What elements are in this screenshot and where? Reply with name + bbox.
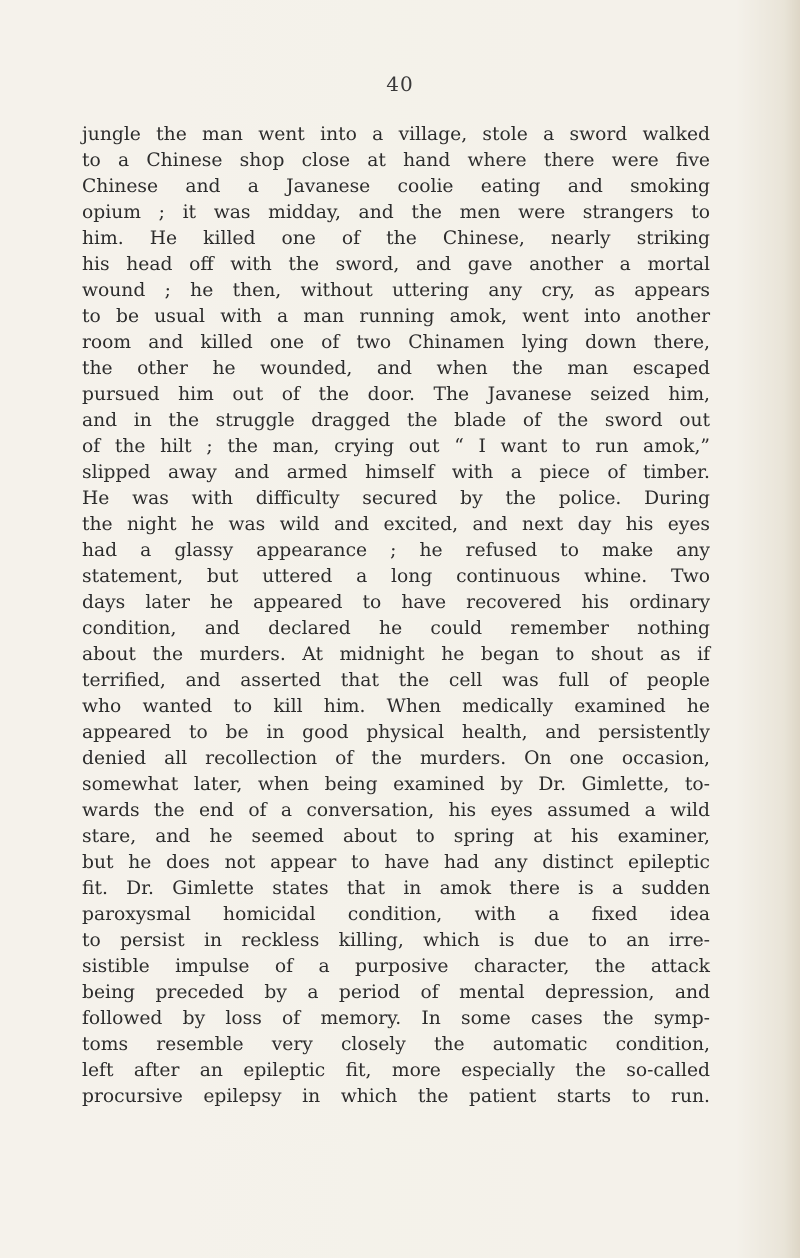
text-line: condition, and declared he could remember nothing xyxy=(82,618,710,639)
text-line: toms resemble very closely the automatic condition, xyxy=(82,1034,710,1055)
text-line: followed by loss of memory. In some cases the symp- xyxy=(82,1008,710,1029)
text-line: terrified, and asserted that the cell was full of people xyxy=(82,670,710,691)
text-line: about the murders. At midnight he began to shout as if xyxy=(82,644,710,665)
text-line: wards the end of a conversation, his eyes assumed a wild xyxy=(82,800,710,821)
text-line: the night he was wild and excited, and next day his eyes xyxy=(82,514,710,535)
text-line: but he does not appear to have had any distinct epileptic xyxy=(82,852,710,873)
text-line: to persist in reckless killing, which is due to an irre- xyxy=(82,930,710,951)
text-line: Chinese and a Javanese coolie eating and smoking xyxy=(82,176,710,197)
text-line: opium ; it was midday, and the men were strangers to xyxy=(82,202,710,223)
text-line: had a glassy appearance ; he refused to make any xyxy=(82,540,710,561)
text-line: the other he wounded, and when the man escaped xyxy=(82,358,710,379)
text-line: being preceded by a period of mental depression, and xyxy=(82,982,710,1003)
text-line: and in the struggle dragged the blade of the sword out xyxy=(82,410,710,431)
text-line: him. He killed one of the Chinese, nearly striking xyxy=(82,228,710,249)
text-line: pursued him out of the door. The Javanese seized him, xyxy=(82,384,710,405)
text-line: of the hilt ; the man, crying out “ I want to run amok,” xyxy=(82,436,710,457)
text-line: slipped away and armed himself with a piece of timber. xyxy=(82,462,710,483)
text-line: who wanted to kill him. When medically examined he xyxy=(82,696,710,717)
text-line: appeared to be in good physical health, and persistently xyxy=(82,722,710,743)
text-line: statement, but uttered a long continuous whine. Two xyxy=(82,566,710,587)
text-line: wound ; he then, without uttering any cry, as appears xyxy=(82,280,710,301)
text-line: stare, and he seemed about to spring at his examiner, xyxy=(82,826,710,847)
text-line: jungle the man went into a village, stole a sword walked xyxy=(82,124,710,145)
text-line: to a Chinese shop close at hand where there were five xyxy=(82,150,710,171)
text-line: his head off with the sword, and gave another a mortal xyxy=(82,254,710,275)
text-line: room and killed one of two Chinamen lying down there, xyxy=(82,332,710,353)
text-line: somewhat later, when being examined by Dr. Gimlette, to- xyxy=(82,774,710,795)
text-line: He was with difficulty secured by the police. During xyxy=(82,488,710,509)
page-number: 40 xyxy=(386,72,414,96)
text-line: sistible impulse of a purposive character, the attack xyxy=(82,956,710,977)
text-line: to be usual with a man running amok, went into another xyxy=(82,306,710,327)
text-line: fit. Dr. Gimlette states that in amok there is a sudden xyxy=(82,878,710,899)
text-line: days later he appeared to have recovered his ordinary xyxy=(82,592,710,613)
text-line: procursive epilepsy in which the patient starts to run. xyxy=(82,1086,710,1107)
body-text xyxy=(82,122,710,1110)
text-line: denied all recollection of the murders. On one occasion, xyxy=(82,748,710,769)
text-line: paroxysmal homicidal condition, with a fixed idea xyxy=(82,904,710,925)
text-line: left after an epileptic fit, more especially the so-called xyxy=(82,1060,710,1081)
